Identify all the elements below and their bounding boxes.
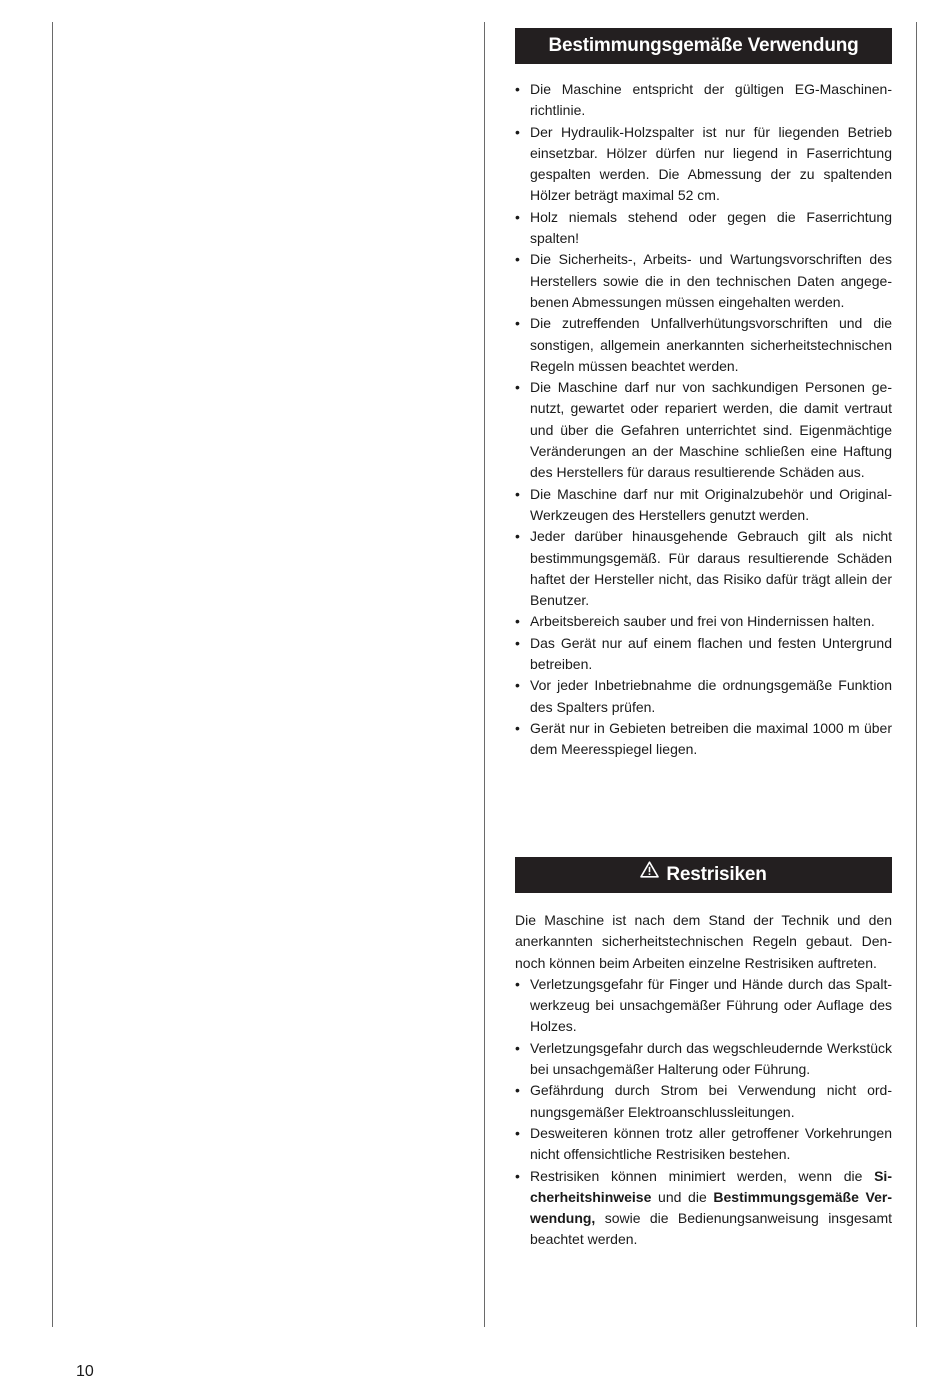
intended-use-heading: Bestimmungsgemäße Verwendung bbox=[515, 28, 892, 64]
list-item: • Die Sicherheits-, Arbeits- und Wartungsvorschriften des Herstellers sowie die in den technischen Daten angegebenen Abmessungen müssen eingehalten werden. bbox=[515, 249, 892, 313]
list-item: • Die Maschine darf nur von sachkundigen Personen genutzt, gewartet oder repariert werden, die damit vertraut und über die Gefahren unterrichtet sind. Eigenmächtige Veränderungen an der Maschine schließen eine Haftung des Herstellers für daraus resultierende Schäden aus. bbox=[515, 377, 892, 483]
page-number: 10 bbox=[76, 1363, 94, 1380]
residual-risks-intro: Die Maschine ist nach dem Stand der Technik und den anerkannten sicherheitstechnischen Regeln gebaut. Dennoch können beim Arbeiten einzelne Restrisiken auftreten. bbox=[515, 912, 892, 971]
list-item: • Verletzungsgefahr für Finger und Hände durch das Spaltwerkzeug bei unsachgemäßer Führung oder Auflage des Holzes. bbox=[515, 974, 892, 1038]
list-item-text: und die bbox=[651, 1188, 714, 1205]
list-item: • Gerät nur in Gebieten betreiben die maximal 1000 m über dem Meeresspiegel liegen. bbox=[515, 718, 892, 761]
residual-risks-list bbox=[515, 974, 892, 1251]
safety-notes-emphasis: Sicherheitshinweise bbox=[530, 1167, 892, 1205]
list-item-text: sowie die Bedienungsanweisung insgesamt beachtet werden. bbox=[530, 1210, 892, 1248]
list-item: • Der Hydraulik-Holzspalter ist nur für liegenden Betrieb einsetzbar. Hölzer dürfen nur liegend in Faserrichtung gespalten werden. Die Abmessung der zu spaltenden Hölzer beträgt maximal 52 cm. bbox=[515, 122, 892, 207]
residual-risks-heading bbox=[515, 857, 892, 893]
intended-use-emphasis: Bestimmungsgemäße Verwendung, bbox=[530, 1188, 892, 1227]
warning-triangle-icon bbox=[640, 855, 659, 891]
list-item bbox=[515, 1166, 892, 1251]
residual-risks-section bbox=[515, 857, 892, 1251]
list-item: • Arbeitsbereich sauber und frei von Hindernissen halten. bbox=[515, 611, 892, 632]
left-margin-rule bbox=[52, 22, 53, 1327]
list-item: • Verletzungsgefahr durch das wegschleudernde Werkstück bei unsachgemäßer Halterung oder Führung. bbox=[515, 1038, 892, 1081]
list-item: • Holz niemals stehend oder gegen die Faserrichtung spalten! bbox=[515, 207, 892, 250]
column-divider-rule bbox=[484, 22, 485, 1327]
list-item: • Das Gerät nur auf einem flachen und festen Untergrund betreiben. bbox=[515, 633, 892, 676]
list-item: • Jeder darüber hinausgehende Gebrauch gilt als nicht bestimmungsgemäß. Für daraus resultierende Schäden haftet der Hersteller nicht, das Risiko dafür trägt allein der Benutzer. bbox=[515, 526, 892, 611]
list-item: • Die zutreffenden Unfallverhütungsvorschriften und die sonstigen, allgemein anerkannten sicherheitstechnischen Regeln müssen beachtet werden. bbox=[515, 313, 892, 377]
list-item: • Die Maschine entspricht der gültigen EG-Maschinenrichtlinie. bbox=[515, 79, 892, 122]
residual-risks-title: Restrisiken bbox=[666, 864, 767, 885]
intended-use-list bbox=[515, 79, 892, 761]
intended-use-section bbox=[515, 28, 892, 761]
right-margin-rule bbox=[916, 22, 917, 1327]
list-item: • Vor jeder Inbetriebnahme die ordnungsgemäße Funktion des Spalters prüfen. bbox=[515, 675, 892, 718]
list-item: • Die Maschine darf nur mit Originalzubehör und Original-Werkzeugen des Herstellers genutzt werden. bbox=[515, 484, 892, 527]
list-item: • Gefährdung durch Strom bei Verwendung nicht ordnungsgemäßer Elektroanschlussleitungen. bbox=[515, 1080, 892, 1123]
list-item: • Desweiteren können trotz aller getroffener Vorkehrungen nicht offensichtliche Restrisiken bestehen. bbox=[515, 1123, 892, 1166]
list-item-text: Restrisiken können minimiert werden, wenn die bbox=[530, 1167, 875, 1184]
